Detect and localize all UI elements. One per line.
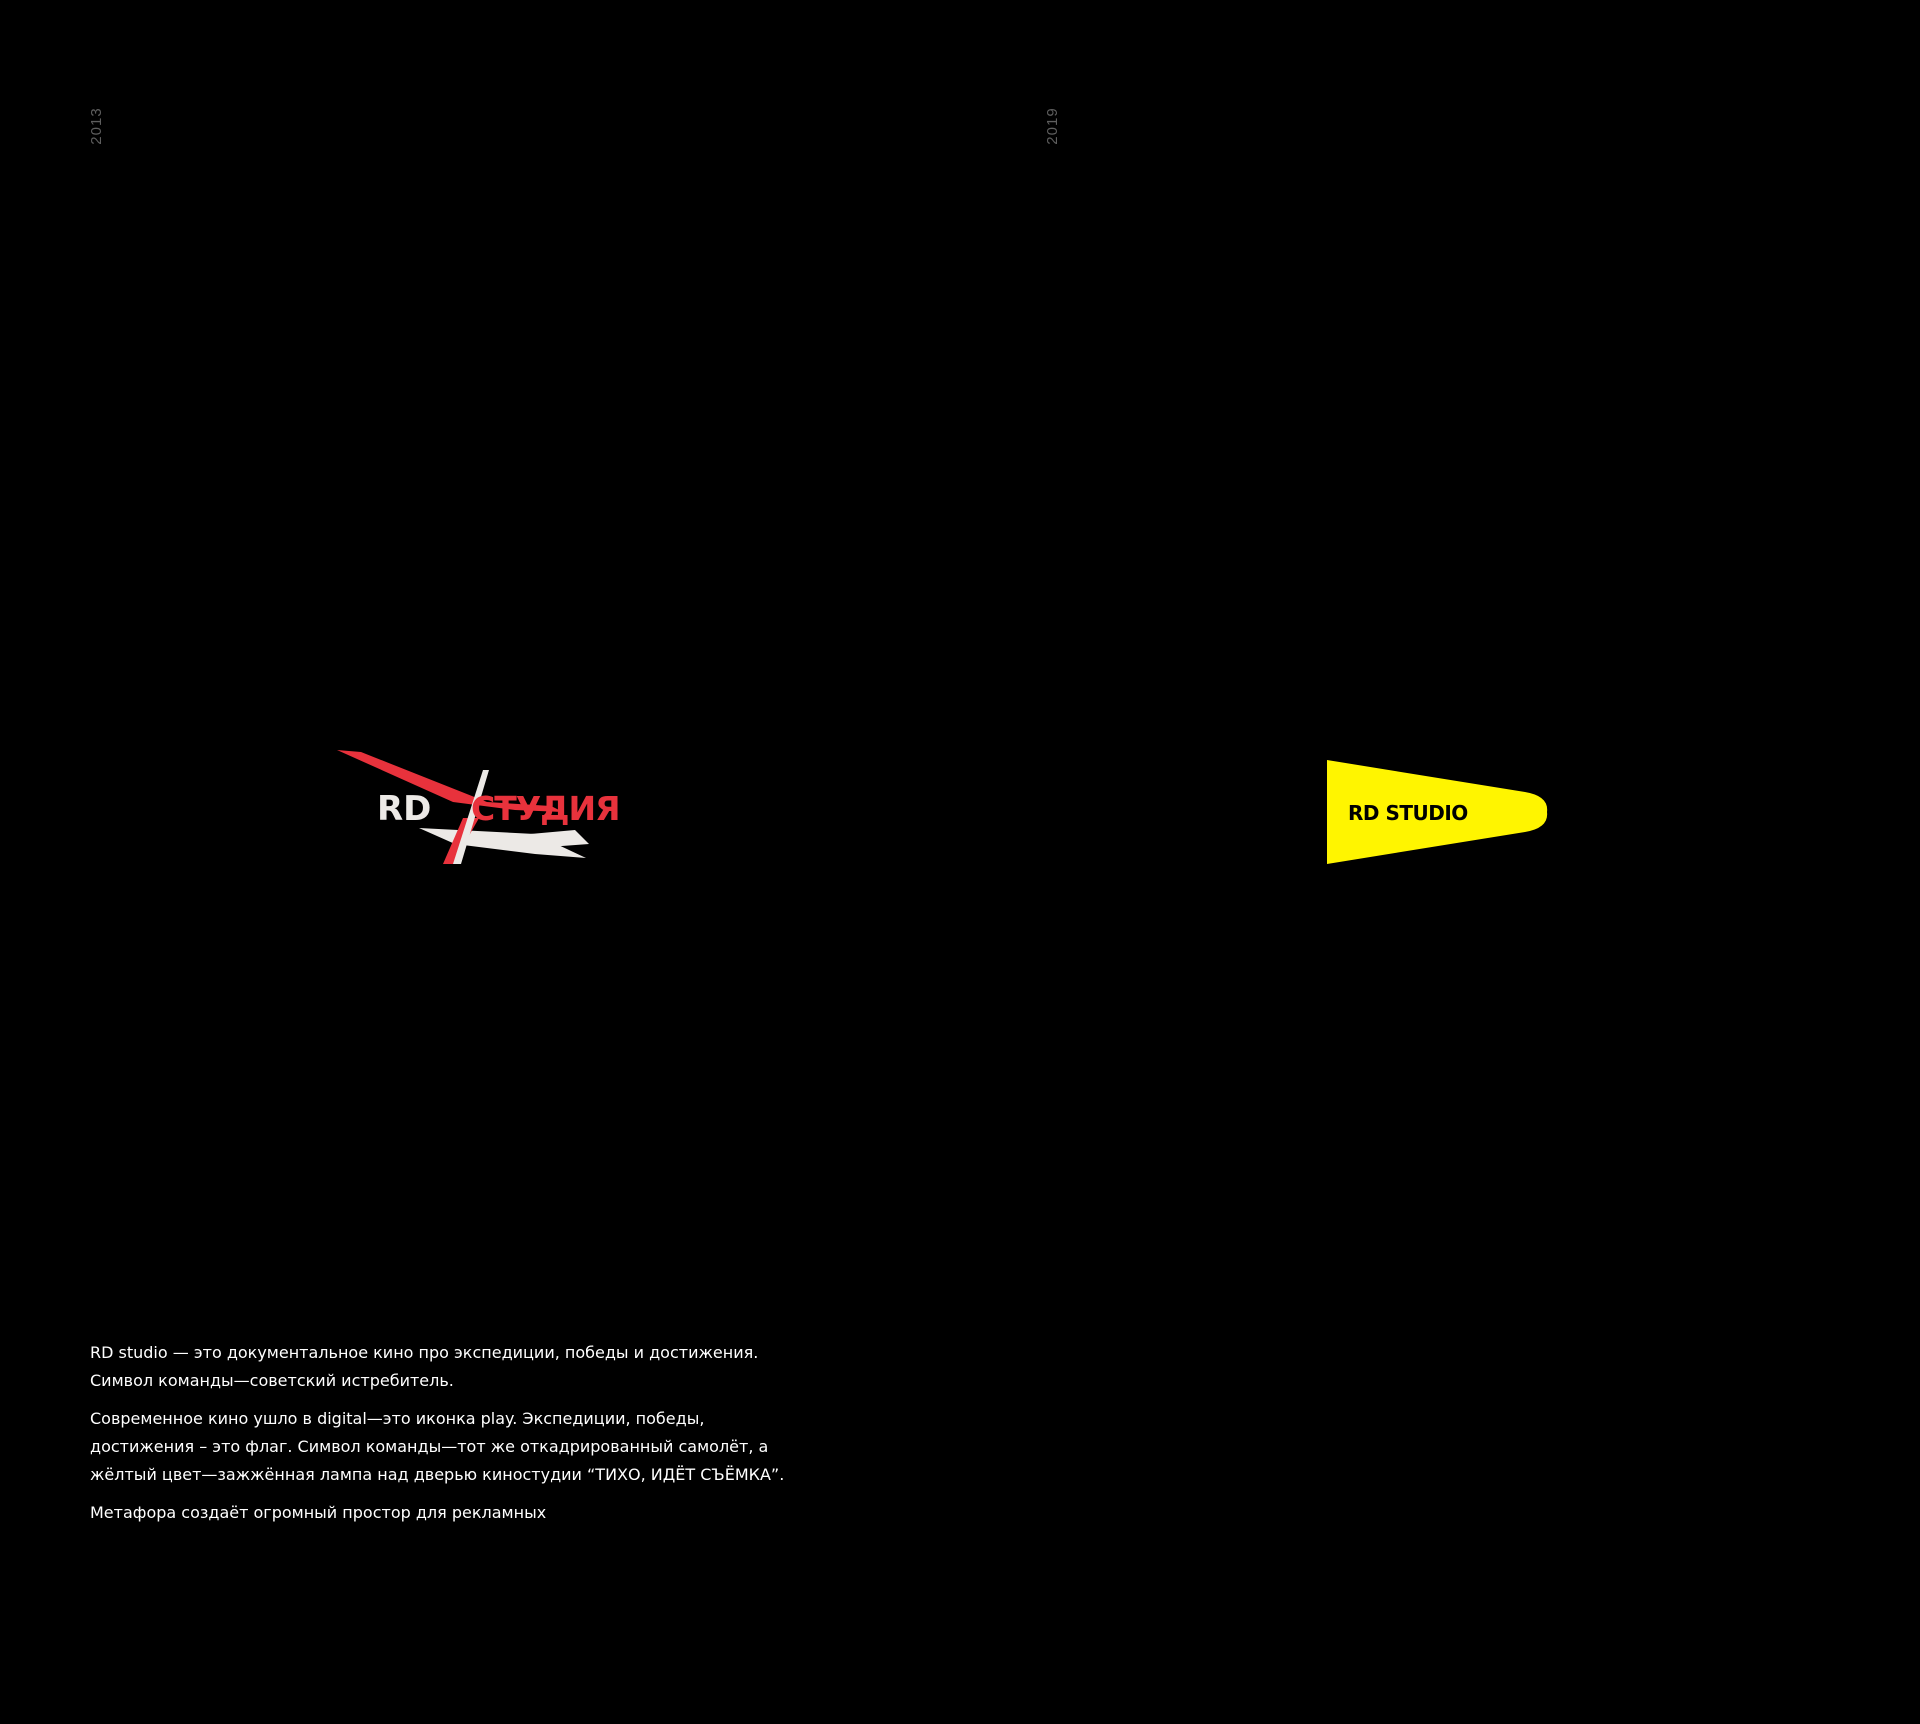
description-paragraph-2: Современное кино ушло в digital—это иконка play. Экспедиции, победы, достижения – это флаг. Символ команды—тот же откадрированный самолёт, а жёлтый цвет—зажжённая лампа над дверью киностудии “ТИХО, ИДЁТ СЪЁМКА”.: [90, 1409, 785, 1484]
logo-rd-studia-2013: [335, 748, 655, 864]
logo-text-latin: RD: [377, 789, 432, 829]
description-paragraph-1: RD studio — это документальное кино про экспедиции, победы и достижения. Символ команды—советский истребитель.: [90, 1343, 759, 1390]
logo-rd-studio-2019: [1325, 758, 1550, 866]
description-text: [90, 1339, 810, 1537]
description-paragraph-3: Метафора создаёт огромный простор для рекламных: [90, 1503, 547, 1522]
logo-text-cyrillic: СТУДИЯ: [471, 789, 620, 828]
year-label-2013: 2013: [88, 107, 105, 145]
logo-text: RD STUDIO: [1348, 801, 1468, 825]
year-label-2019: 2019: [1044, 107, 1061, 145]
